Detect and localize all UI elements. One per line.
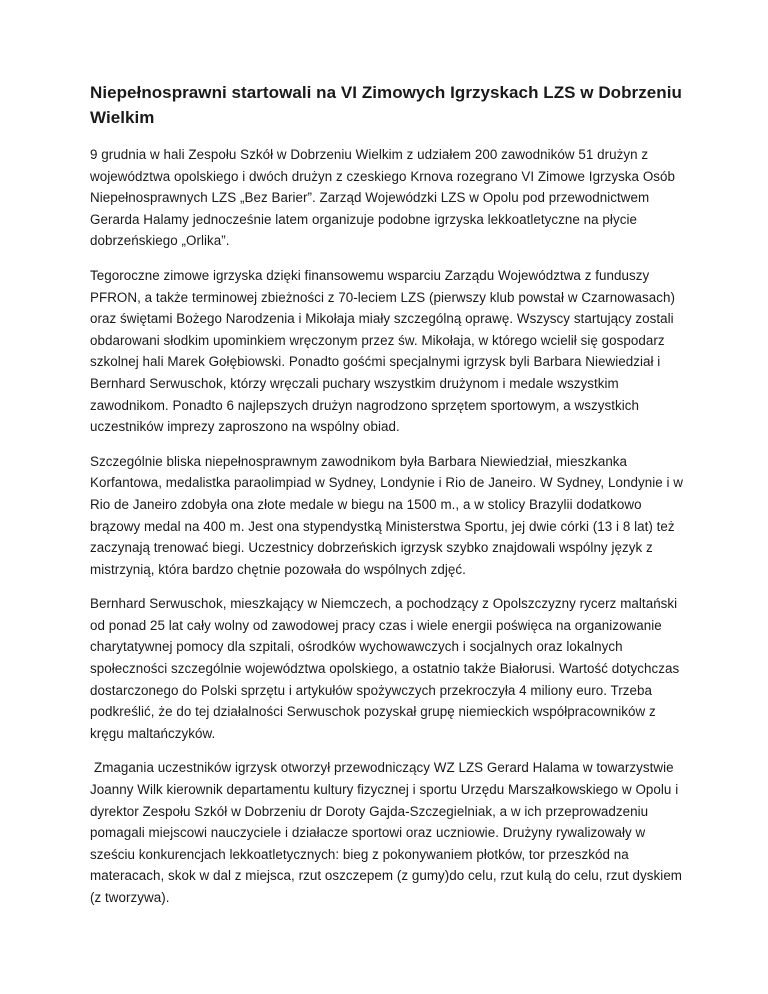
paragraph-competitions: Zmagania uczestników igrzysk otworzył przewodniczący WZ LZS Gerard Halama w towarzystwie Joanny Wilk kierownik departamentu kultury fizycznej i sportu Urzędu Marszałkowskiego w Opolu i dyrektor Zespołu Szkół w Dobrzeniu dr Doroty Gajda-Szczegielniak, a w ich przeprowadzeniu pomagali miejscowi nauczyciele i działacze sportowi oraz uczniowie. Drużyny rywalizowały w sześciu konkurencjach lekkoatletycznych: bieg z pokonywaniem płotków, tor przeszkód na materacach, skok w dal z miejsca, rzut oszczepem (z gumy)do celu, rzut kulą do celu, rzut dyskiem (z tworzywa).: [90, 760, 683, 905]
paragraph-games-description: Tegoroczne zimowe igrzyska dzięki finansowemu wsparciu Zarządu Województwa z funduszy PFRON, a także terminowej zbieżności z 70-leciem LZS (pierwszy klub powstał w Czarnowasach) oraz świętami Bożego Narodzenia i Mikołaja miały szczególną oprawę. Wszyscy startujący zostali obdarowani słodkim upominkiem wręczonym przez św. Mikołaja, w którego wcielił się gospodarz szkolnej hali Marek Gołębiowski. Ponadto gośćmi specjalnymi igrzysk byli Barbara Niewiedział i Bernhard Serwuschok, którzy wręczali puchary wszystkim drużynom i medale wszystkim zawodnikom. Ponadto 6 najlepszych drużyn nagrodzono sprzętem sportowym, a wszystkich uczestników imprezy zaproszono na wspólny obiad.: [90, 267, 676, 435]
paragraph-bernhard-serwuschok: Bernhard Serwuschok, mieszkający w Niemczech, a pochodzący z Opolszczyzny rycerz maltański od ponad 25 lat cały wolny od zawodowej pracy czas i wiele energii poświęca na organizowanie charytatywnej pomocy dla szpitali, ośrodków wychowawczych i socjalnych oraz lokalnych społeczności szczególnie województwa opolskiego, a ostatnio także Białorusi. Wartość dotychczas dostarczonego do Polski sprzętu i artykułów spożywczych przekroczyła 4 miliony euro. Trzeba podkreślić, że do tej działalności Serwuschok pozyskał grupę niemieckich współpracowników z kręgu maltańczyków.: [90, 596, 680, 741]
article-title: Niepełnosprawni startowali na VI Zimowych Igrzyskach LZS w Dobrzeniu Wielkim: [90, 83, 682, 127]
document-page: [90, 80, 686, 922]
paragraph-intro: 9 grudnia w hali Zespołu Szkół w Dobrzeniu Wielkim z udziałem 200 zawodników 51 drużyn z województwa opolskiego i dwóch drużyn z czeskiego Krnova rozegrano VI Zimowe Igrzyska Osób Niepełnosprawnych LZS „Bez Barier”. Zarząd Wojewódzki LZS w Opolu pod przewodnictwem Gerarda Halamy jednocześnie latem organizuje podobne igrzyska lekkoatletyczne na płycie dobrzeńskiego „Orlika”.: [90, 147, 676, 249]
paragraph-barbara-niewiedzial: Szczególnie bliska niepełnosprawnym zawodnikom była Barbara Niewiedział, mieszkanka Korfantowa, medalistka paraolimpiad w Sydney, Londynie i Rio de Janeiro. W Sydney, Londynie i w Rio de Janeiro zdobyła ona złote medale w biegu na 1500 m., a w stolicy Brazylii dodatkowo brązowy medal na 400 m. Jest ona stypendystką Ministerstwa Sportu, jej dwie córki (13 i 8 lat) też zaczynają trenować biegi. Uczestnicy dobrzeńskich igrzysk szybko znajdowali wspólny język z mistrzynią, która bardzo chętnie pozowała do wspólnych zdjęć.: [90, 453, 684, 577]
